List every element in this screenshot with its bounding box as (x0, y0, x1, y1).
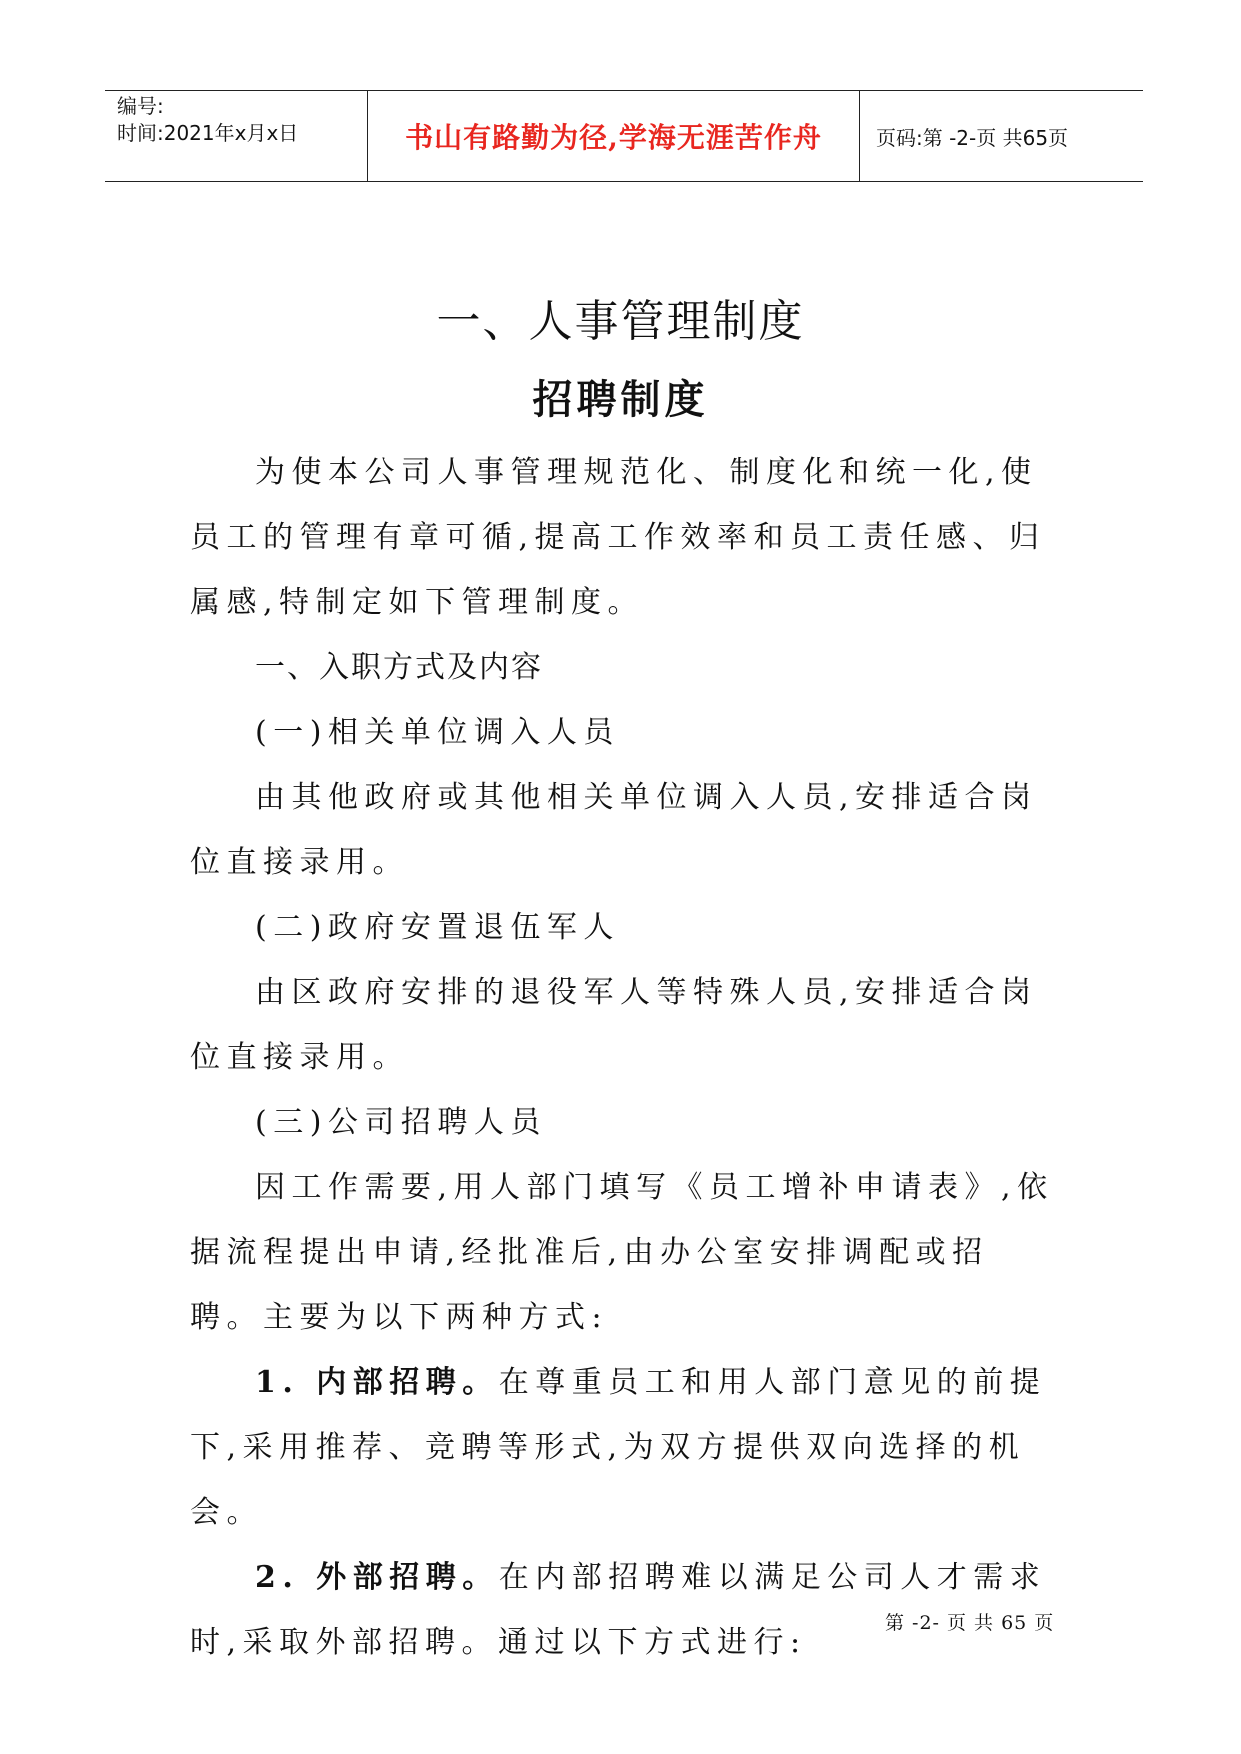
document-body (190, 440, 1060, 1675)
item1-heading: (一)相关单位调入人员 (255, 715, 620, 750)
page-info-text: 页码:第 -2-页 共65页 (876, 125, 1069, 150)
motto-cell (368, 91, 860, 181)
method1-label: 1. 内部招聘。 (255, 1365, 499, 1400)
item2-heading: (二)政府安置退伍军人 (255, 910, 620, 945)
method2-text: 在内部招聘难以满足公司人才需求时,采取外部招聘。通过以下方式进行: (190, 1560, 1047, 1660)
page-info-cell (860, 91, 1143, 181)
method1-text: 在尊重员工和用人部门意见的前提下,采用推荐、竞聘等形式,为双方提供双向选择的机会。 (190, 1365, 1047, 1530)
item3-heading: (三)公司招聘人员 (255, 1105, 547, 1140)
header-meta-cell (105, 91, 368, 181)
item2-paragraph: 由区政府安排的退役军人等特殊人员,安排适合岗位直接录用。 (190, 975, 1038, 1075)
method1-paragraph (190, 1350, 1060, 1545)
time-label: 时间:2021年x月x日 (117, 121, 299, 145)
intro-paragraph: 为使本公司人事管理规范化、制度化和统一化,使员工的管理有章可循,提高工作效率和员工责任感、归属感,特制定如下管理制度。 (190, 455, 1046, 620)
number-label: 编号: (117, 94, 164, 118)
main-title: 一、人事管理制度 (436, 296, 805, 347)
document-header (105, 90, 1143, 182)
sub-title: 招聘制度 (532, 377, 709, 423)
item1-paragraph: 由其他政府或其他相关单位调入人员,安排适合岗位直接录用。 (190, 780, 1038, 880)
item3-paragraph: 因工作需要,用人部门填写《员工增补申请表》,依据流程提出申请,经批准后,由办公室安排调配或招聘。主要为以下两种方式: (190, 1170, 1054, 1335)
motto-text: 书山有路勤为径,学海无涯苦作舟 (405, 121, 822, 154)
page-footer: 第 -2- 页 共 65 页 (885, 1612, 1055, 1634)
method2-label: 2. 外部招聘。 (255, 1560, 499, 1595)
section-heading: 一、入职方式及内容 (255, 650, 543, 685)
